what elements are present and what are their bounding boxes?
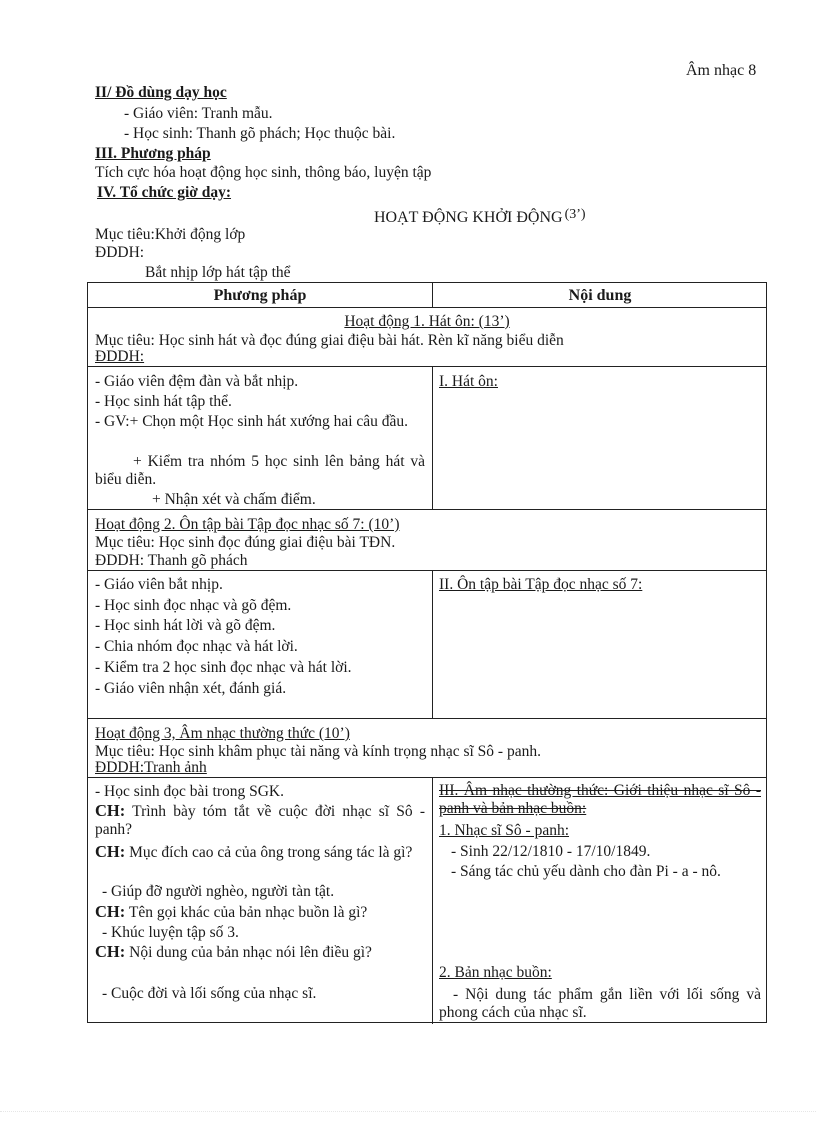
- activity-3-content-birth: - Sinh 22/12/1810 - 17/10/1849.: [451, 843, 651, 860]
- section-2-item-student: - Học sinh: Thanh gõ phách; Học thuộc bài.: [124, 125, 396, 142]
- activity-3-question-3: [95, 902, 367, 923]
- warmup-action: Bắt nhịp lớp hát tập thể: [145, 264, 291, 281]
- footer-divider: [0, 1111, 816, 1112]
- activity-3-content-desc: - Nội dung tác phẩm gắn liền với lối sống và phong cách của nhạc sĩ.: [439, 986, 761, 1021]
- activity-3-question-2: [95, 843, 425, 862]
- activity-1-title: Hoạt động 1. Hát ôn: (13’): [344, 313, 510, 330]
- activity-3-equipment: ĐDDH:Tranh ảnh: [95, 759, 207, 776]
- activity-3-answer-2: - Giúp đỡ người nghèo, người tàn tật.: [102, 883, 335, 900]
- activity-1-content: I. Hát ôn:: [439, 373, 498, 390]
- activity-2-title: Hoạt động 2. Ôn tập bài Tập đọc nhạc số 7: (10’): [95, 516, 400, 533]
- activity-2-method-3: - Học sinh hát lời và gõ đệm.: [95, 617, 276, 634]
- activity-3-goal: Mục tiêu: Học sinh khâm phục tài năng và kính trọng nhạc sĩ Sô - panh.: [95, 743, 541, 760]
- activity-2-equipment: ĐDDH: Thanh gõ phách: [95, 552, 248, 569]
- activity-2-goal: Mục tiêu: Học sinh đọc đúng giai điệu bài TĐN.: [95, 534, 396, 551]
- activity-3-question-1: [95, 802, 425, 839]
- question-2-text: Mục đích cao cả của ông trong sáng tác là gì?: [129, 844, 413, 861]
- activity-3-content-title: III. Âm nhạc thường thức: Giới thiệu nhạc sĩ Sô - panh và bản nhạc buồn:: [439, 782, 761, 817]
- section-4-title: IV. Tổ chức giờ dạy:: [97, 184, 232, 201]
- activity-2-method-6: - Giáo viên nhận xét, đánh giá.: [95, 680, 287, 697]
- activity-3-content-sub-1: 1. Nhạc sĩ Sô - panh:: [439, 822, 570, 839]
- activity-3-content-sub-2: 2. Bản nhạc buồn:: [439, 964, 552, 981]
- section-2-item-teacher: - Giáo viên: Tranh mẫu.: [124, 105, 273, 122]
- warmup-goal: Mục tiêu:Khởi động lớp: [95, 226, 246, 243]
- warmup-time: (3’): [564, 207, 586, 222]
- section-2-title: II/ Đồ dùng dạy học: [95, 84, 227, 101]
- header-content: Nội dung: [568, 287, 632, 304]
- ch-label-2: CH:: [95, 842, 126, 861]
- section-3-text: Tích cực hóa hoạt động học sinh, thông báo, luyện tập: [95, 164, 432, 181]
- activity-2-method-4: - Chia nhóm đọc nhạc và hát lời.: [95, 638, 298, 655]
- activity-1-method-3: - GV:+ Chọn một Học sinh hát xướng hai câu đầu.: [95, 413, 409, 430]
- ch-label-1: CH:: [95, 801, 126, 820]
- activity-3-read: - Học sinh đọc bài trong SGK.: [95, 783, 284, 800]
- activity-3-question-4: [95, 943, 425, 962]
- activity-3-title: Hoạt động 3, Âm nhạc thường thức (10’): [95, 725, 350, 742]
- lesson-table: [87, 282, 767, 1023]
- activity-2-content: II. Ôn tập bài Tập đọc nhạc số 7:: [439, 576, 643, 593]
- activity-1-equipment: ĐDDH:: [95, 348, 145, 365]
- activity-2-method-5: - Kiểm tra 2 học sinh đọc nhạc và hát lời.: [95, 659, 352, 676]
- activity-3-answer-3: - Khúc luyện tập số 3.: [102, 924, 239, 941]
- warmup-title: [374, 207, 586, 227]
- ch-label-3: CH:: [95, 902, 126, 921]
- question-1-text: Trình bày tóm tắt về cuộc đời nhạc sĩ Sô - panh?: [95, 803, 425, 838]
- activity-3-answer-4: - Cuộc đời và lối sống của nhạc sĩ.: [102, 985, 317, 1002]
- activity-1-method-2: - Học sinh hát tập thể.: [95, 393, 232, 410]
- question-4-text: Nội dung của bản nhạc nói lên điều gì?: [129, 944, 372, 961]
- ch-label-4: CH:: [95, 942, 126, 961]
- warmup-title-text: HOẠT ĐỘNG KHỞI ĐỘNG: [374, 209, 563, 226]
- activity-1-method-1: - Giáo viên đệm đàn và bắt nhịp.: [95, 373, 299, 390]
- warmup-equipment: ĐDDH:: [95, 244, 145, 261]
- section-3-title: III. Phương pháp: [95, 145, 211, 162]
- activity-3-content-works: - Sáng tác chủ yếu dành cho đàn Pi - a - nô.: [451, 863, 721, 880]
- header-method: Phương pháp: [213, 287, 307, 304]
- activity-2-method-1: - Giáo viên bắt nhịp.: [95, 576, 223, 593]
- subject-label: Âm nhạc 8: [686, 62, 757, 79]
- question-3-text: Tên gọi khác của bản nhạc buồn là gì?: [128, 904, 368, 921]
- activity-1-goal: Mục tiêu: Học sinh hát và đọc đúng giai điệu bài hát. Rèn kĩ năng biểu diễn: [95, 332, 564, 349]
- activity-1-method-4: + Kiểm tra nhóm 5 học sinh lên bảng hát và biểu diễn.: [95, 453, 425, 488]
- activity-2-method-2: - Học sinh đọc nhạc và gõ đệm.: [95, 597, 292, 614]
- activity-1-method-5: + Nhận xét và chấm điểm.: [152, 491, 316, 508]
